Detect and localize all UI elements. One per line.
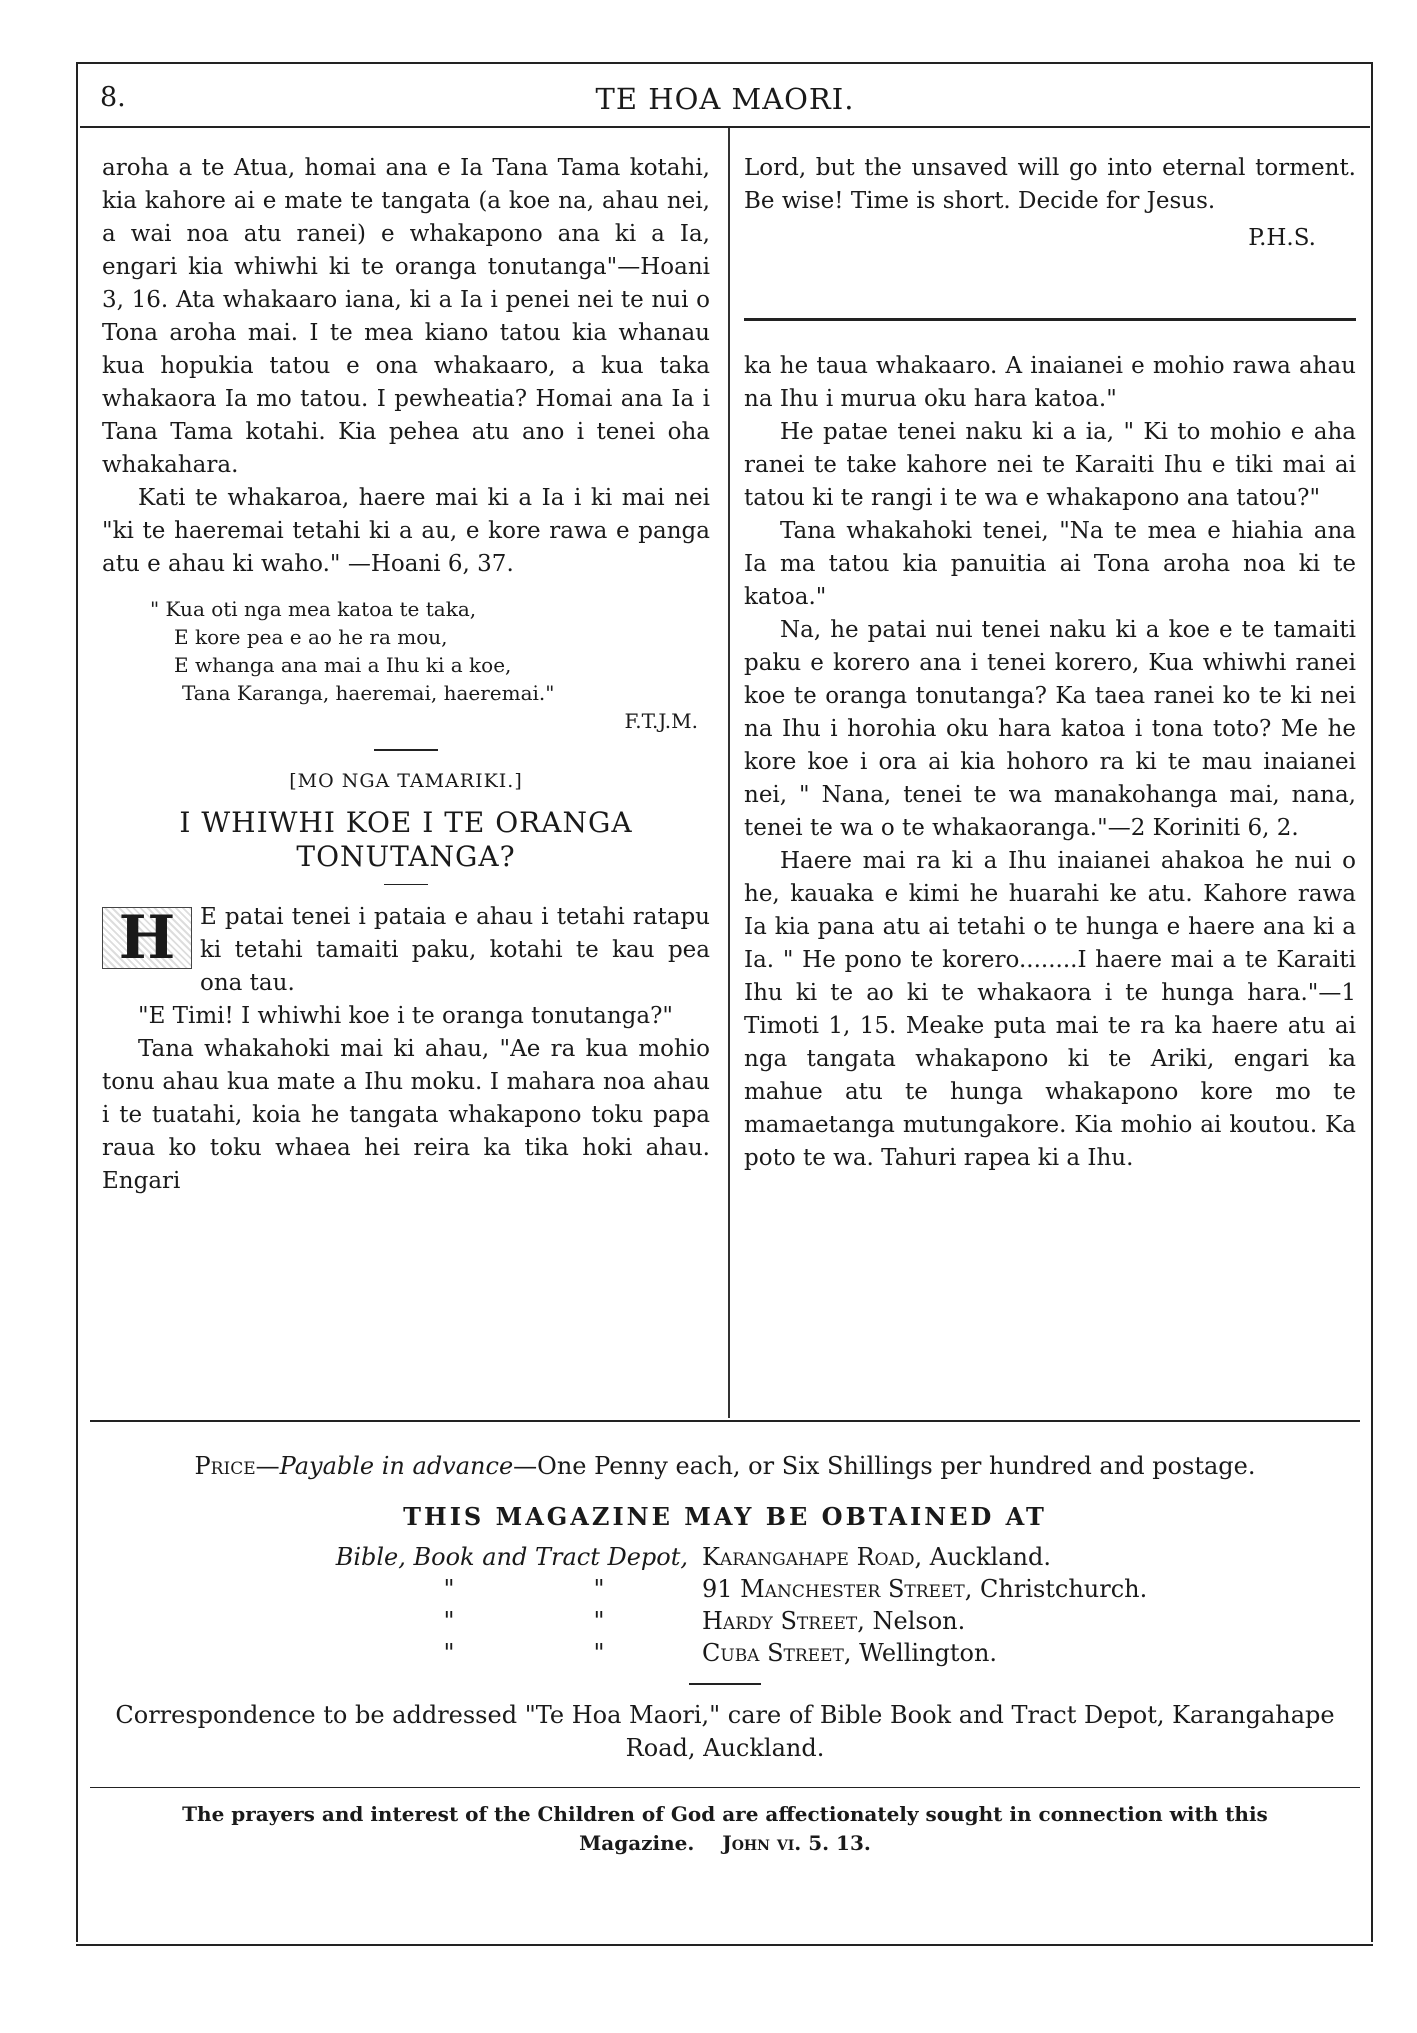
footer-divider	[689, 1683, 761, 1685]
frame-right-rule	[1371, 62, 1373, 1942]
frame-left-rule	[76, 62, 78, 1942]
left-column	[102, 152, 710, 1198]
depot-street: Hardy Street,	[702, 1607, 865, 1635]
depot-city: Wellington.	[859, 1639, 998, 1667]
price-details: One Penny each, or Six Shillings per hundred and postage.	[537, 1452, 1256, 1480]
running-header	[80, 74, 1370, 128]
section-label: [MO NGA TAMARIKI.]	[289, 770, 523, 792]
ditto-mark: "	[593, 1575, 605, 1603]
prayers-text: The prayers and interest of the Children of God are affectionately sought in connection with this Magazine.	[182, 1802, 1268, 1855]
depot-street: Karangahape Road,	[702, 1543, 923, 1571]
depot-row	[80, 1637, 1370, 1669]
obtain-heading: THIS MAGAZINE MAY BE OBTAINED AT	[403, 1502, 1047, 1531]
right-column-body	[744, 350, 1356, 1175]
depot-city: Christchurch.	[979, 1575, 1148, 1603]
ditto-marks	[80, 1605, 702, 1637]
title-divider	[384, 884, 428, 885]
ditto-mark: "	[443, 1607, 455, 1635]
poem-line-3: E whanga ana mai a Ihu ki a koe,	[174, 653, 512, 677]
right-paragraph-4: Na, he patai nui tenei naku ki a koe e te tamaiti paku e korero ana i tenei korero, Kua whiwhi ranei koe te oranga tonutanga? Ka taea ranei ko te ki nei na Ihu i horohia oku hara katoa i tona toto? Me he kore koe i ora ai kia hohoro ra ki te mau inaianei nei, " Nana, tenei te wa manakohanga mai, nana, tenei te wa o te whakaoranga."—2 Koriniti 6, 2.	[744, 617, 1356, 841]
ditto-mark: "	[593, 1607, 605, 1635]
correspondence-note: Correspondence to be addressed "Te Hoa Maori," care of Bible Book and Tract Depot, Karangahape Road, Auckland.	[115, 1701, 1335, 1762]
left-paragraph-2: Kati te whakaroa, haere mai ki a Ia i ki mai nei "ki te haeremai tetahi ki a au, e kore rawa e panga atu e ahau ki waho." —Hoani 6, 37.	[102, 485, 710, 577]
ditto-marks	[80, 1637, 702, 1669]
depot-address	[702, 1573, 1147, 1605]
right-paragraph-1: ka he taua whakaaro. A inaianei e mohio rawa ahau na Ihu i murua oku hara katoa."	[744, 353, 1356, 412]
depot-name: Bible, Book and Tract Depot,	[335, 1543, 688, 1571]
footer-rule-lower	[90, 1787, 1360, 1788]
depot-street: 91 Manchester Street,	[702, 1575, 973, 1603]
depot-street: Cuba Street,	[702, 1639, 852, 1667]
ditto-mark: "	[593, 1639, 605, 1667]
ditto-mark: "	[443, 1575, 455, 1603]
scripture-reference: John vi. 5. 13.	[722, 1831, 871, 1855]
drop-cap: H	[102, 907, 192, 969]
price-label: Price	[194, 1452, 256, 1480]
right-paragraph-top: Lord, but the unsaved will go into eternal torment. Be wise! Time is short. Decide for Jesus.	[744, 155, 1356, 214]
ditto-marks	[80, 1573, 702, 1605]
running-title: TE HOA MAORI.	[595, 82, 855, 116]
price-terms: Payable in advance	[279, 1452, 514, 1480]
right-column-rule	[744, 318, 1356, 321]
depot-row	[80, 1541, 1370, 1573]
depot-address	[702, 1541, 1051, 1573]
depot-city: Nelson.	[872, 1607, 966, 1635]
right-paragraph-5: Haere mai ra ki a Ihu inaianei ahakoa he nui o he, kauaka e kimi he huarahi ke atu. Kahore rawa Ia kia pana atu ai tetahi o te hunga e haere ana ki a Ia. " He pono te korero........I haere mai a te Karaiti Ihu ki te ao ki te whakaora i te hunga hara."—1 Timoti 1, 15. Meake puta mai te ra ka haere atu ai nga tangata whakapono ki te Ariki, engari ka mahue atu te hunga whakapono kore mo te mamaetanga mutungakore. Kia mohio ai koutou. Ka poto te wa. Tahuri rapea ki a Ihu.	[744, 848, 1356, 1171]
article-paragraph-3: Tana whakahoki mai ki ahau, "Ae ra kua mohio tonu ahau kua mate a Ihu moku. I mahara noa ahau i te tuatahi, koia he tangata whakapono toku papa raua ko toku whaea hei reira ka tika hoki ahau. Engari	[102, 1036, 710, 1194]
ditto-mark: "	[443, 1639, 455, 1667]
article-title: I WHIWHI KOE I TE ORANGA TONUTANGA?	[179, 806, 633, 873]
section-divider	[374, 749, 438, 751]
article-paragraph-1-text: E patai tenei i pataia e ahau i tetahi ratapu ki tetahi tamaiti paku, kotahi te kau pea ona tau.	[200, 904, 710, 996]
depot-address	[702, 1637, 997, 1669]
poem-line-1: " Kua oti nga mea katoa te taka,	[150, 597, 477, 621]
depot-row	[80, 1605, 1370, 1637]
prayers-note	[80, 1800, 1370, 1858]
right-column-top	[744, 152, 1356, 255]
article-paragraph-2: "E Timi! I whiwhi koe i te oranga tonutanga?"	[138, 1003, 673, 1029]
depot-row	[80, 1573, 1370, 1605]
poem-line-2: E kore pea e ao he ra mou,	[174, 625, 448, 649]
footer	[80, 1420, 1370, 1858]
left-paragraph-1: aroha a te Atua, homai ana e Ia Tana Tama kotahi, kia kahore ai e mate te tangata (a koe na, ahau nei, a wai noa atu ranei) e whakapono ana ki a Ia, engari kia whiwhi ki te oranga tonutanga"—Hoani 3, 16. Ata whakaaro iana, ki a Ia i penei nei te nui o Tona aroha mai. I te mea kiano tatou kia whanau kua hopukia tatou e ona whakaaro, a kua taka whakaora Ia mo tatou. I pewheatia? Homai ana Ia i Tana Tama kotahi. Kia pehea atu ano i tenei oha whakahara.	[102, 155, 710, 478]
depot-list	[80, 1541, 1370, 1669]
author-signature: P.H.S.	[1248, 225, 1316, 251]
price-line: Price—Payable in advance—One Penny each, or Six Shillings per hundred and postage.	[194, 1452, 1256, 1480]
poem-signature: F.T.J.M.	[624, 709, 698, 733]
footer-rule	[90, 1420, 1360, 1422]
column-divider	[728, 128, 730, 1418]
right-paragraph-3: Tana whakahoki tenei, "Na te mea e hiahia ana Ia ma tatou kia panuitia ai Tona aroha noa ki te katoa."	[744, 518, 1356, 610]
depot-city: Auckland.	[929, 1543, 1051, 1571]
article-paragraph-1	[102, 901, 710, 1000]
page-number: 8.	[100, 82, 126, 113]
poem-line-4: Tana Karanga, haeremai, haeremai."	[182, 681, 555, 705]
depot-address	[702, 1605, 965, 1637]
right-paragraph-2: He patae tenei naku ki a ia, " Ki to mohio e aha ranei te take kahore nei te Karaiti Ihu e tiki mai ai tatou ki te rangi i te wa e whakapono ana tatou?"	[744, 419, 1356, 511]
poem	[150, 595, 710, 735]
